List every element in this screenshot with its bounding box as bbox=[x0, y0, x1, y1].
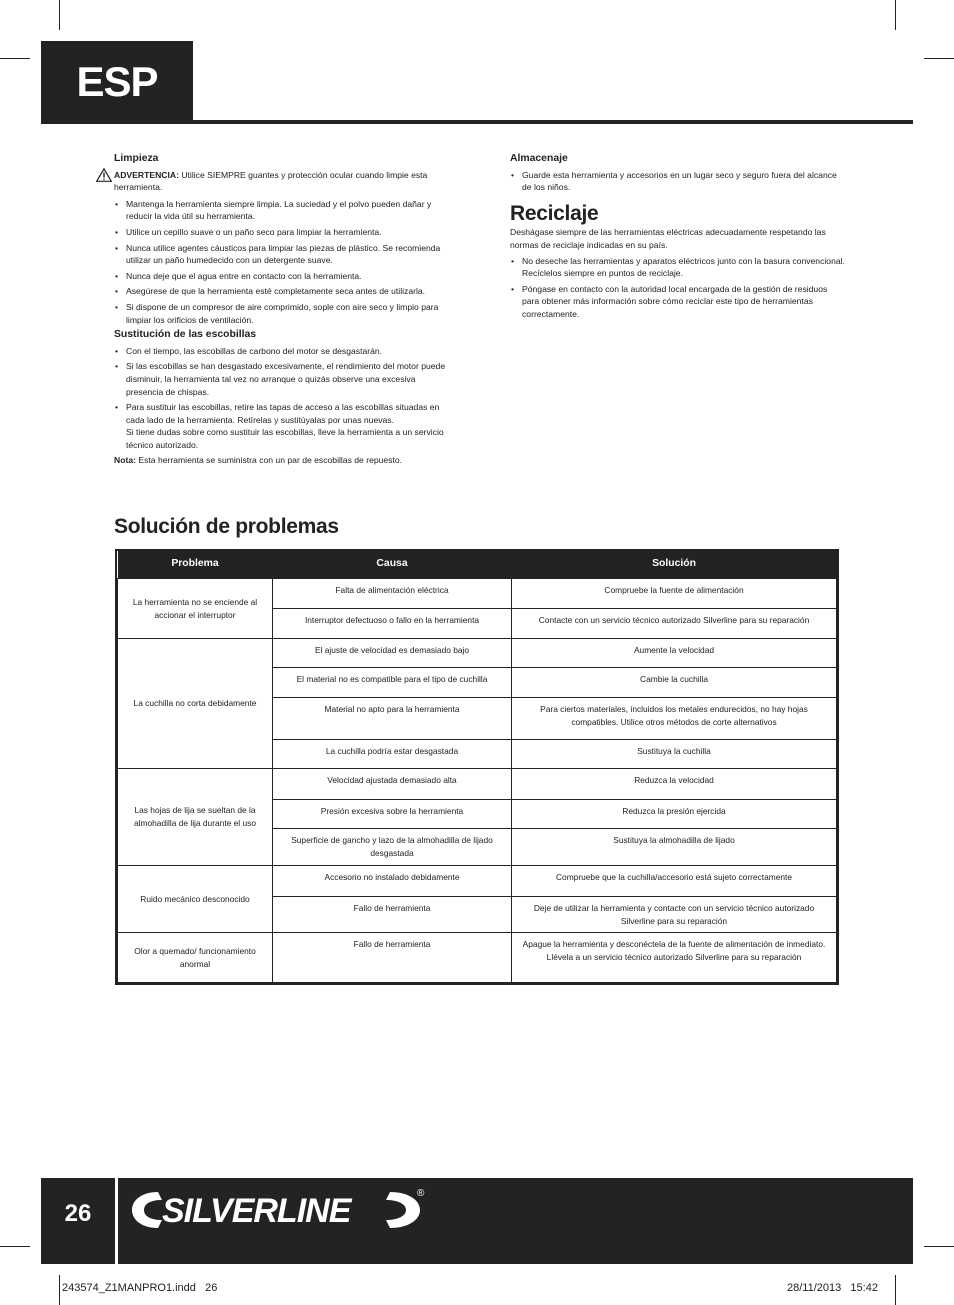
warning-text: Utilice SIEMPRE guantes y protección ocular cuando limpie esta herramienta. bbox=[114, 169, 428, 193]
crop-mark bbox=[924, 1246, 954, 1247]
silverline-logo bbox=[128, 1184, 433, 1236]
list-item: • Nunca utilice agentes cáusticos para limpiar las piezas de plástico. Se recomienda utilizar un paño humedecido con un detergente suave. bbox=[114, 242, 449, 267]
limpieza-list bbox=[114, 198, 449, 326]
left-column bbox=[114, 153, 449, 470]
solution-cell: Cambie la cuchilla bbox=[512, 668, 837, 698]
list-item: • Si dispone de un compresor de aire comprimido, sople con aire seco y limpio para limpiar los orificios de ventilación. bbox=[114, 301, 449, 326]
crop-mark bbox=[0, 58, 30, 59]
cause-cell: Accesorio no instalado debidamente bbox=[273, 866, 512, 897]
list-item: • Con el tiempo, las escobillas de carbono del motor se desgastarán. bbox=[114, 345, 449, 358]
solution-cell: Compruebe que la cuchilla/accesorio está sujeto correctamente bbox=[512, 866, 837, 897]
table-row bbox=[118, 769, 837, 800]
language-tab: ESP bbox=[41, 41, 193, 122]
crop-mark bbox=[0, 1246, 30, 1247]
list-item: • Póngase en contacto con la autoridad local encargada de la gestión de residuos para obtener más información sobre cómo reciclar este tipo de herramientas correctamente. bbox=[510, 283, 845, 321]
cause-cell: Interruptor defectuoso o fallo en la herramienta bbox=[273, 609, 512, 639]
cause-cell: Velocidad ajustada demasiado alta bbox=[273, 769, 512, 800]
cause-cell: La cuchilla podría estar desgastada bbox=[273, 740, 512, 769]
problem-cell: Olor a quemado/ funcionamiento anormal bbox=[118, 933, 273, 983]
cause-cell: Material no apto para la herramienta bbox=[273, 698, 512, 740]
solution-cell: Deje de utilizar la herramienta y contacte con un servicio técnico autorizado Silverline para su reparación bbox=[512, 897, 837, 933]
solution-cell: Sustituya la cuchilla bbox=[512, 740, 837, 769]
list-item: • Si las escobillas se han desgastado excesivamente, el rendimiento del motor puede disminuir, la herramienta tal vez no arranque o quizás observe una excesiva presencia de chispas. bbox=[114, 360, 449, 398]
table-row bbox=[118, 866, 837, 897]
reciclaje-list bbox=[510, 255, 845, 321]
troubleshooting-table bbox=[117, 551, 837, 983]
column-header-solucion: Solución bbox=[512, 551, 837, 579]
crop-mark bbox=[59, 1275, 60, 1305]
cause-cell: Falta de alimentación eléctrica bbox=[273, 579, 512, 609]
note bbox=[114, 454, 449, 467]
escobillas-list bbox=[114, 345, 449, 452]
warning-label: ADVERTENCIA: bbox=[114, 169, 179, 180]
right-column bbox=[510, 153, 845, 324]
cause-cell: El ajuste de velocidad es demasiado bajo bbox=[273, 639, 512, 668]
column-header-problema: Problema bbox=[118, 551, 273, 579]
column-header-causa: Causa bbox=[273, 551, 512, 579]
problem-cell: La herramienta no se enciende al accionar el interruptor bbox=[118, 579, 273, 639]
limpieza-heading: Limpieza bbox=[114, 153, 159, 164]
table-row bbox=[118, 639, 837, 668]
page-number: 26 bbox=[64, 1200, 92, 1227]
cause-cell: Superficie de gancho y lazo de la almohadilla de lijado desgastada bbox=[273, 829, 512, 866]
list-item: • No deseche las herramientas y aparatos eléctricos junto con la basura convencional. Recíclelos siempre en puntos de reciclaje. bbox=[510, 255, 845, 280]
solution-cell: Compruebe la fuente de alimentación bbox=[512, 579, 837, 609]
warning-triangle-icon bbox=[96, 168, 112, 182]
almacenaje-list bbox=[510, 169, 845, 194]
problem-cell: Ruido mecánico desconocido bbox=[118, 866, 273, 933]
table-row bbox=[118, 579, 837, 609]
problem-cell: Las hojas de lija se sueltan de la almohadilla de lija durante el uso bbox=[118, 769, 273, 866]
escobillas-heading: Sustitución de las escobillas bbox=[114, 329, 257, 341]
cause-cell: Presión excesiva sobre la herramienta bbox=[273, 800, 512, 829]
reciclaje-heading: Reciclaje bbox=[510, 201, 599, 225]
wrench-right-icon bbox=[386, 1192, 420, 1228]
reciclaje-intro: Deshágase siempre de las herramientas eléctricas adecuadamente respetando las normas de reciclaje indicadas en su país. bbox=[510, 227, 826, 250]
crop-mark bbox=[895, 1275, 896, 1305]
list-item: • Para sustituir las escobillas, retire las tapas de acceso a las escobillas situadas en cada lado de la herramienta. Retírelas y sustitúyalas por unas nuevas. Si tiene dudas sobre como sustituir las escobillas, lleve la herramienta a un servicio técnico autorizado. bbox=[114, 401, 449, 451]
slug-file: 243574_Z1MANPRO1.indd 26 bbox=[62, 1282, 218, 1294]
almacenaje-heading: Almacenaje bbox=[510, 153, 568, 164]
footer-divider bbox=[115, 1178, 118, 1264]
list-item: • Mantenga la herramienta siempre limpia. La suciedad y el polvo pueden dañar y reducir la vida útil su herramienta. bbox=[114, 198, 449, 223]
list-item: • Asegúrese de que la herramienta esté completamente seca antes de utilizarla. bbox=[114, 285, 449, 298]
solution-cell: Contacte con un servicio técnico autorizado Silverline para su reparación bbox=[512, 609, 837, 639]
list-item: • Guarde esta herramienta y accesorios en un lugar seco y seguro fuera del alcance de los niños. bbox=[510, 169, 845, 194]
solution-cell: Aumente la velocidad bbox=[512, 639, 837, 668]
list-item: • Nunca deje que el agua entre en contacto con la herramienta. bbox=[114, 270, 449, 283]
troubleshooting-table-wrapper bbox=[115, 549, 839, 985]
crop-mark bbox=[59, 0, 60, 30]
table-header-row bbox=[118, 551, 837, 579]
troubleshooting-heading: Solución de problemas bbox=[114, 515, 339, 538]
note-label: Nota: bbox=[114, 455, 136, 466]
solution-cell: Reduzca la velocidad bbox=[512, 769, 837, 800]
wrench-left-icon bbox=[132, 1192, 162, 1228]
crop-mark bbox=[924, 58, 954, 59]
solution-cell: Apague la herramienta y desconéctela de la fuente de alimentación de inmediato. Llévela a un servicio técnico autorizado Silverline para su reparación bbox=[512, 933, 837, 983]
solution-cell: Reduzca la presión ejercida bbox=[512, 800, 837, 829]
solution-cell: Sustituya la almohadilla de lijado bbox=[512, 829, 837, 866]
cause-cell: Fallo de herramienta bbox=[273, 897, 512, 933]
header-rule bbox=[41, 120, 913, 124]
list-item: • Utilice un cepillo suave o un paño seco para limpiar la herramienta. bbox=[114, 226, 449, 239]
slug-date: 28/11/2013 15:42 bbox=[787, 1282, 878, 1294]
brand-text: SILVERLINE bbox=[162, 1192, 351, 1230]
table-row bbox=[118, 933, 837, 983]
problem-cell: La cuchilla no corta debidamente bbox=[118, 639, 273, 769]
registered-mark: ® bbox=[417, 1188, 425, 1199]
cause-cell: El material no es compatible para el tipo de cuchilla bbox=[273, 668, 512, 698]
note-text: Esta herramienta se suministra con un par de escobillas de repuesto. bbox=[135, 455, 403, 466]
cause-cell: Fallo de herramienta bbox=[273, 933, 512, 983]
crop-mark bbox=[895, 0, 896, 30]
warning-note bbox=[114, 169, 449, 194]
solution-cell: Para ciertos materiales, incluidos los metales endurecidos, no hay hojas compatibles. Utilice otros métodos de corte alternativos bbox=[512, 698, 837, 740]
